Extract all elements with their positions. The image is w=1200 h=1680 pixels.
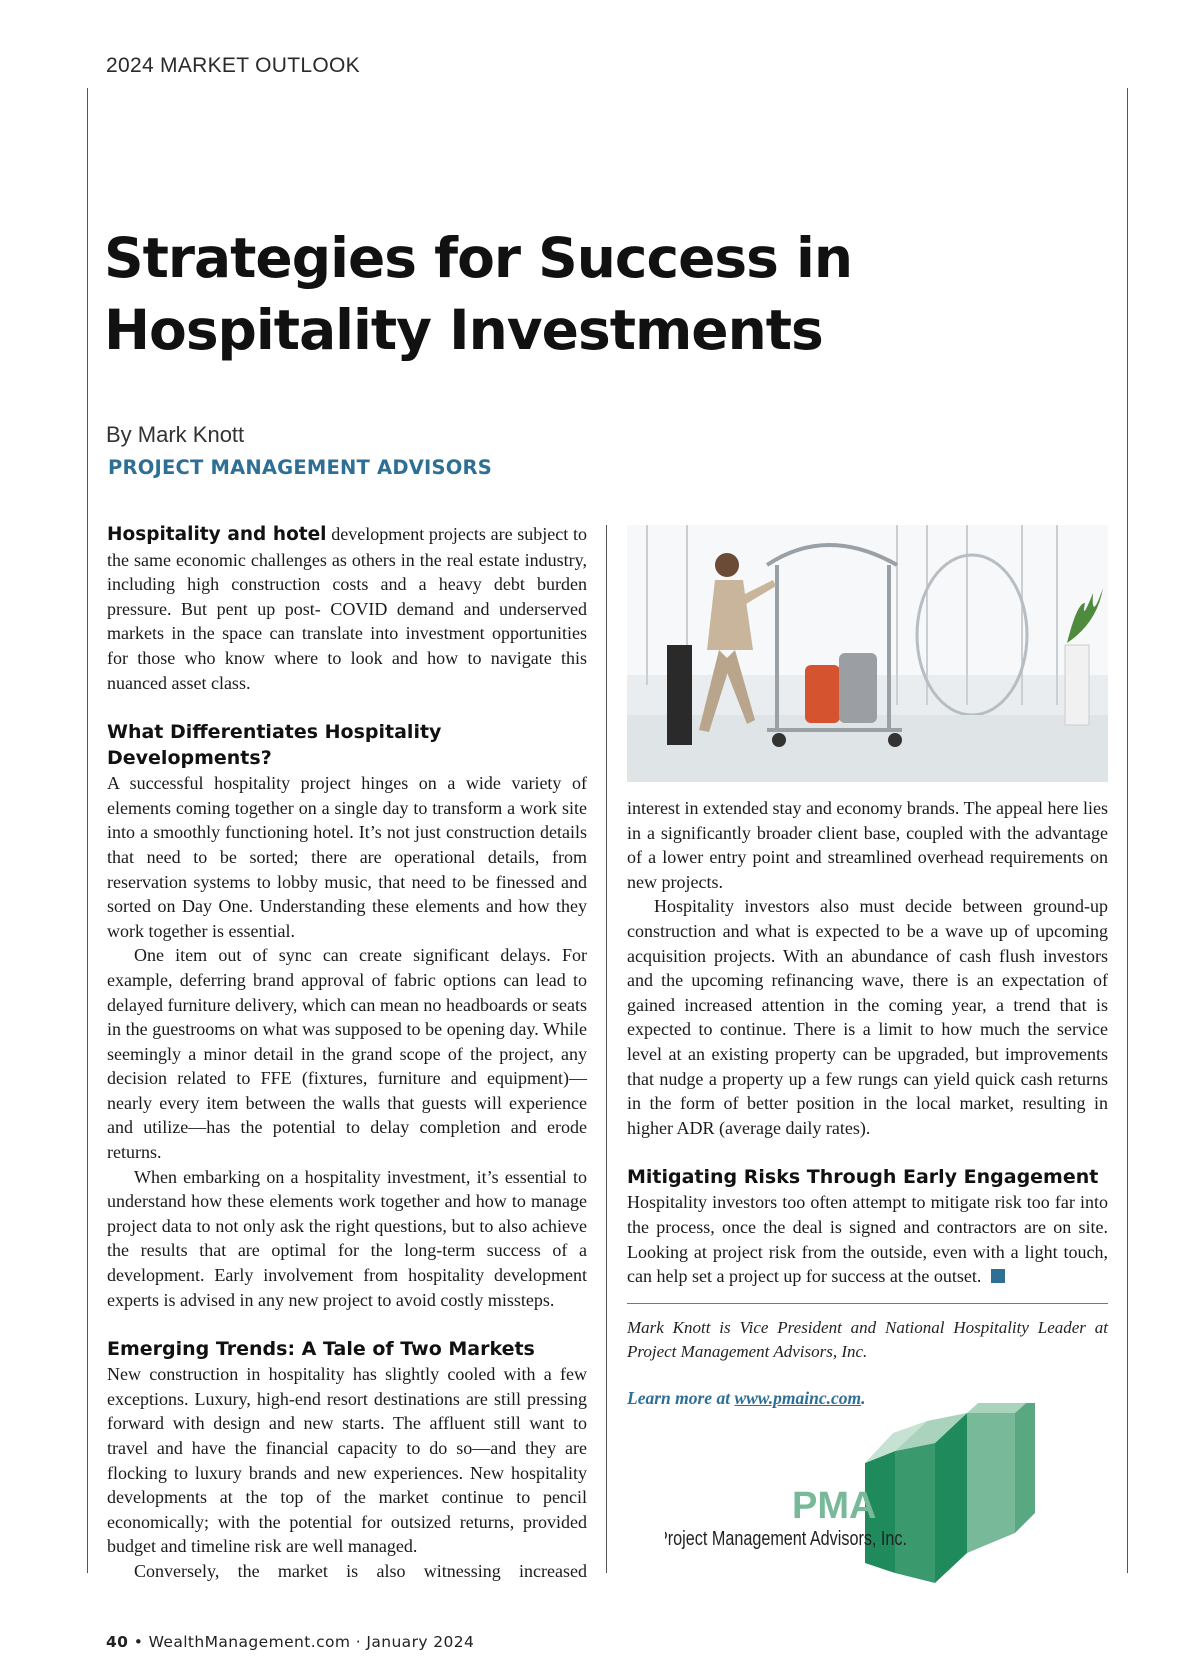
intro-paragraph — [107, 522, 587, 695]
end-mark-icon — [991, 1269, 1005, 1283]
subhead-mitigating-risks: Mitigating Risks Through Early Engagement — [627, 1166, 1099, 1189]
paragraph: A successful hospitality project hinges on a wide variety of elements coming together on a single day to transform a work site into a smoothly functioning hotel. It’s not just construction details that need to be sorted; there are operational details, from reservation systems to lobby music, that need to be finessed and sorted on Day One. Understanding these elements and how they work together is essential. — [107, 773, 587, 941]
hotel-lobby-photo — [627, 525, 1108, 782]
paragraph: Hospitality investors also must decide between ground-up construction and what is expected to be a wave up of upcoming acquisition projects. With an abundance of cash flush investors and the upcoming refinancing wave, there is an expectation of gained increased attention in the coming year, a trend that is expected to continue. There is a limit to how much the service level at an existing property can be upgraded, but improvements that nudge a property up a few rungs can yield quick cash returns in the form of better position in the local market, resulting in higher ADR (average daily rates). — [627, 896, 1108, 1138]
paragraph: One item out of sync can create significant delays. For example, deferring brand approval of fabric options can lead to delayed furniture delivery, which can mean no headboards or seats in the guestrooms on what was supposed to be opening day. While seemingly a minor detail in the grand scope of the project, any decision related to FFE (fixtures, furniture and equipment)—nearly every item between the walls that guests will experience and utilize—has the potential to delay completion and erode returns. — [107, 945, 587, 1163]
intro-text: development projects are subject to the same economic challenges as others in the real estate industry, including high construction costs and a heavy debt burden pressure. But pent up post- COVID demand and underserved markets in the space can translate into investment opportunities for those who know where to look and how to navigate this nuanced asset class. — [107, 524, 587, 693]
learn-more-prefix: Learn more at — [627, 1387, 735, 1408]
lead-in: Hospitality and hotel — [107, 524, 327, 545]
learn-more-suffix: . — [861, 1387, 866, 1408]
paragraph: New construction in hospitality has slightly cooled with a few exceptions. Luxury, high-end resort destinations are still pressing forward with design and new starts. The affluent still want to travel and have the financial capacity to do so—and they are flocking to luxury brands and new experiences. New hospitality developments at the top of the market continue to pencil economically; with the potential for outsized returns, provided budget and timeline risk are well managed. — [107, 1364, 587, 1557]
left-column — [107, 522, 587, 1584]
paragraph: interest in extended stay and economy brands. The appeal here lies in a significantly broader client base, coupled with the advantage of a lower entry point and streamlined overhead requirements on new projects. — [627, 798, 1108, 892]
pma-logo — [665, 1403, 1065, 1583]
closing-paragraph — [627, 1190, 1108, 1288]
website-link[interactable]: www.pmainc.com — [734, 1387, 862, 1408]
bio-divider — [627, 1303, 1108, 1304]
right-column — [627, 796, 1108, 1409]
page-number: 40 — [106, 1633, 129, 1651]
logo-company-name: Project Management Advisors, Inc. — [665, 1528, 907, 1550]
subhead-emerging-trends: Emerging Trends: A Tale of Two Markets — [107, 1338, 535, 1361]
author-bio: Mark Knott is Vice President and National Hospitality Leader at Project Management Advisors, Inc. — [627, 1317, 1108, 1361]
page-footer — [106, 1633, 474, 1651]
subhead-differentiates: What Differentiates Hospitality Developments? — [107, 721, 442, 770]
logo-mark: PMA — [792, 1485, 877, 1527]
byline: By Mark Knott — [106, 422, 245, 447]
publication-info: WealthManagement.com · January 2024 — [148, 1633, 475, 1651]
article-title: Strategies for Success in Hospitality Investments — [104, 226, 853, 362]
paragraph: When embarking on a hospitality investment, it’s essential to understand how these elements work together and how to manage project data to not only ask the right questions, but to also achieve the results that are optimal for the long-term success of a development. Early involvement from hospitality development experts is advised in any new project to avoid costly missteps. — [107, 1166, 587, 1310]
paragraph: Conversely, the market is also witnessing increased — [134, 1560, 587, 1581]
closing-text: Hospitality investors too often attempt to mitigate risk too far into the process, once the deal is signed and contractors are on site. Looking at project risk from the outside, even with a light touch, can help set a project up for success at the outset. — [627, 1192, 1108, 1287]
column-divider — [606, 525, 607, 1573]
author-company: PROJECT MANAGEMENT ADVISORS — [108, 456, 492, 479]
right-margin-rule — [1127, 88, 1128, 1573]
left-margin-rule — [87, 88, 88, 1573]
section-label: 2024 MARKET OUTLOOK — [106, 54, 360, 77]
footer-separator: • — [128, 1633, 149, 1651]
